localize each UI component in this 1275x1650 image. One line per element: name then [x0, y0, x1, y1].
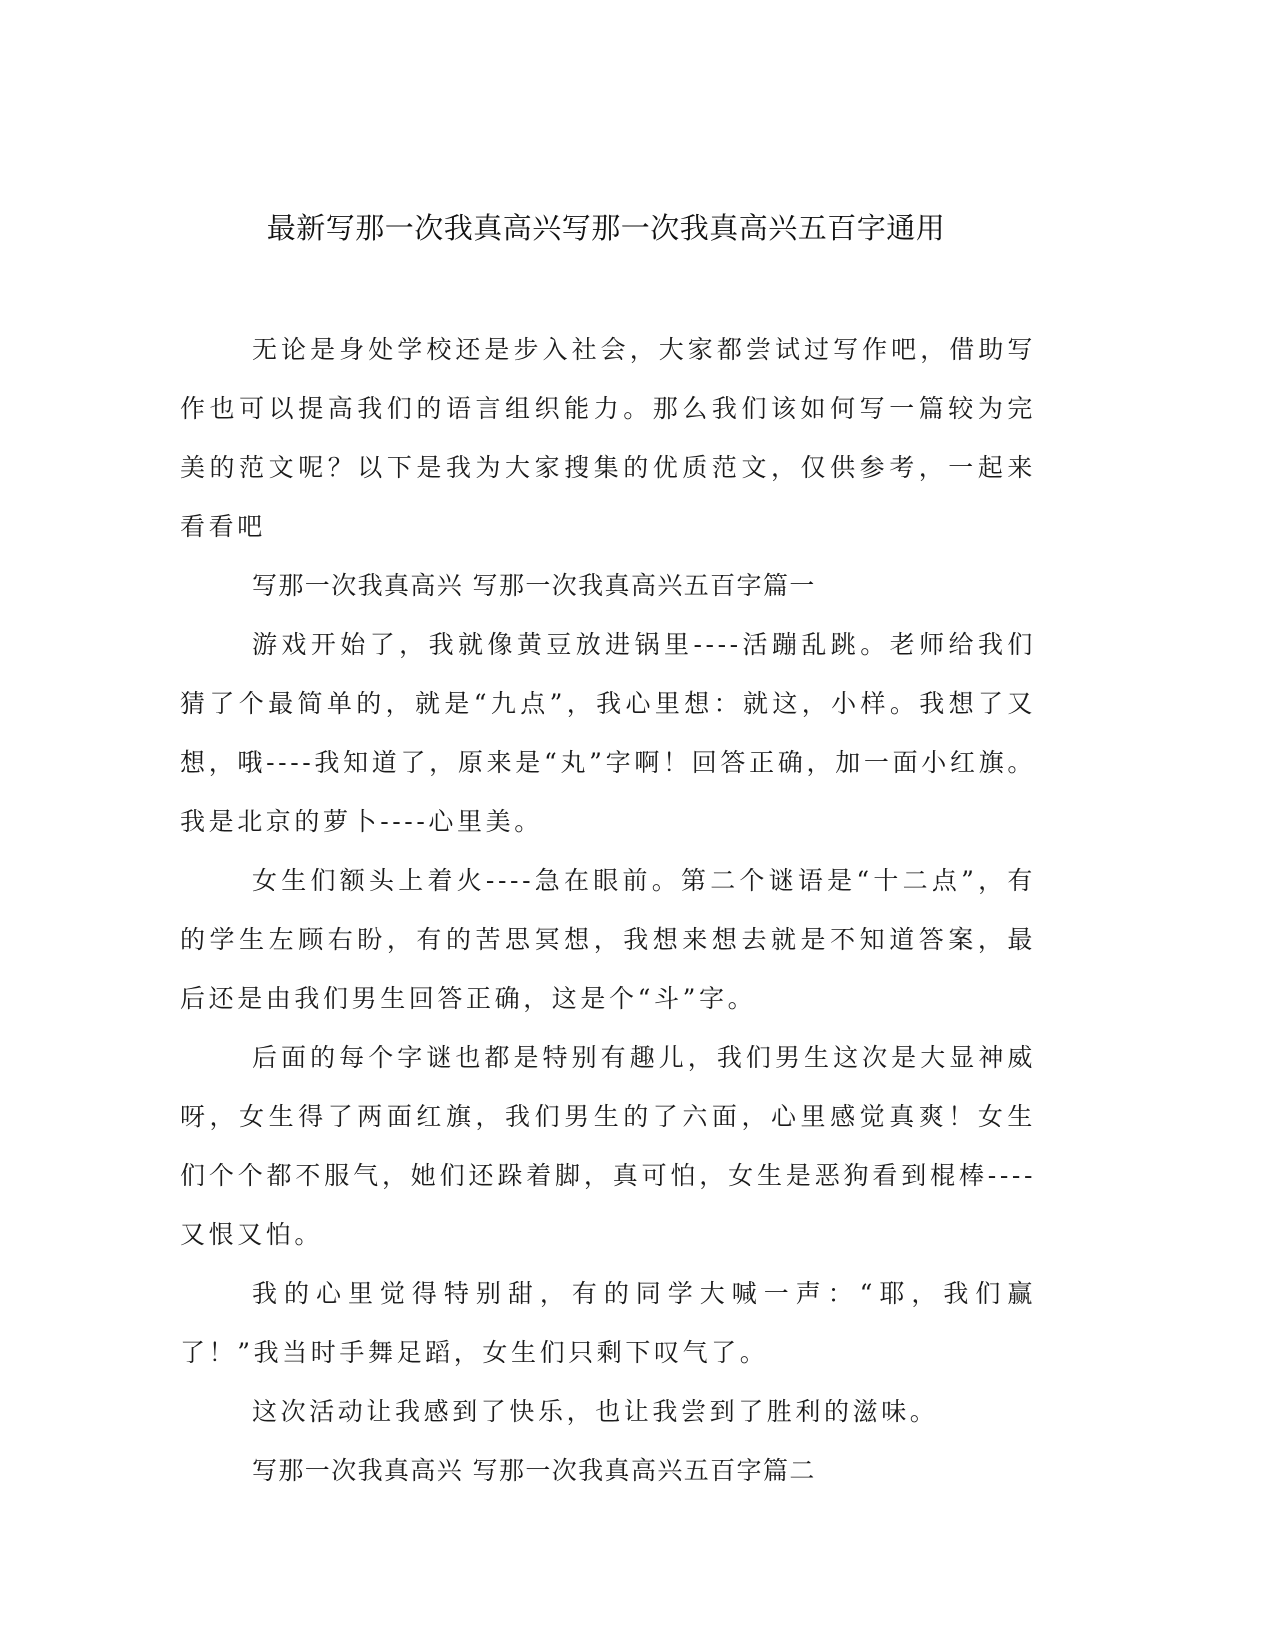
body-paragraph: 后面的每个字谜也都是特别有趣儿，我们男生这次是大显神威呀，女生得了两面红旗，我们男生的了六面，心里感觉真爽！女生们个个都不服气，她们还跺着脚，真可怕，女生是恶狗看到棍棒----又恨又怕。	[180, 1043, 1036, 1249]
document-body	[180, 320, 1036, 1500]
section-heading-1: 写那一次我真高兴 写那一次我真高兴五百字篇一	[252, 571, 816, 600]
section-heading-2: 写那一次我真高兴 写那一次我真高兴五百字篇二	[252, 1456, 816, 1485]
body-paragraph: 女生们额头上着火----急在眼前。第二个谜语是“十二点”，有的学生左顾右盼，有的苦思冥想，我想来想去就是不知道答案，最后还是由我们男生回答正确，这是个“斗”字。	[180, 866, 1036, 1013]
body-paragraph: 游戏开始了，我就像黄豆放进锅里----活蹦乱跳。老师给我们猜了个最简单的，就是“九点”，我心里想：就这，小样。我想了又想，哦----我知道了，原来是“丸”字啊！回答正确，加一面小红旗。我是北京的萝卜----心里美。	[180, 630, 1036, 836]
body-paragraph: 我的心里觉得特别甜，有的同学大喊一声：“耶，我们赢了！”我当时手舞足蹈，女生们只剩下叹气了。	[180, 1279, 1036, 1367]
document-title: 最新写那一次我真高兴写那一次我真高兴五百字通用	[266, 211, 946, 245]
body-paragraph: 这次活动让我感到了快乐，也让我尝到了胜利的滋味。	[252, 1397, 939, 1426]
intro-paragraph: 无论是身处学校还是步入社会，大家都尝试过写作吧，借助写作也可以提高我们的语言组织能力。那么我们该如何写一篇较为完美的范文呢？以下是我为大家搜集的优质范文，仅供参考，一起来看看吧	[180, 335, 1036, 541]
